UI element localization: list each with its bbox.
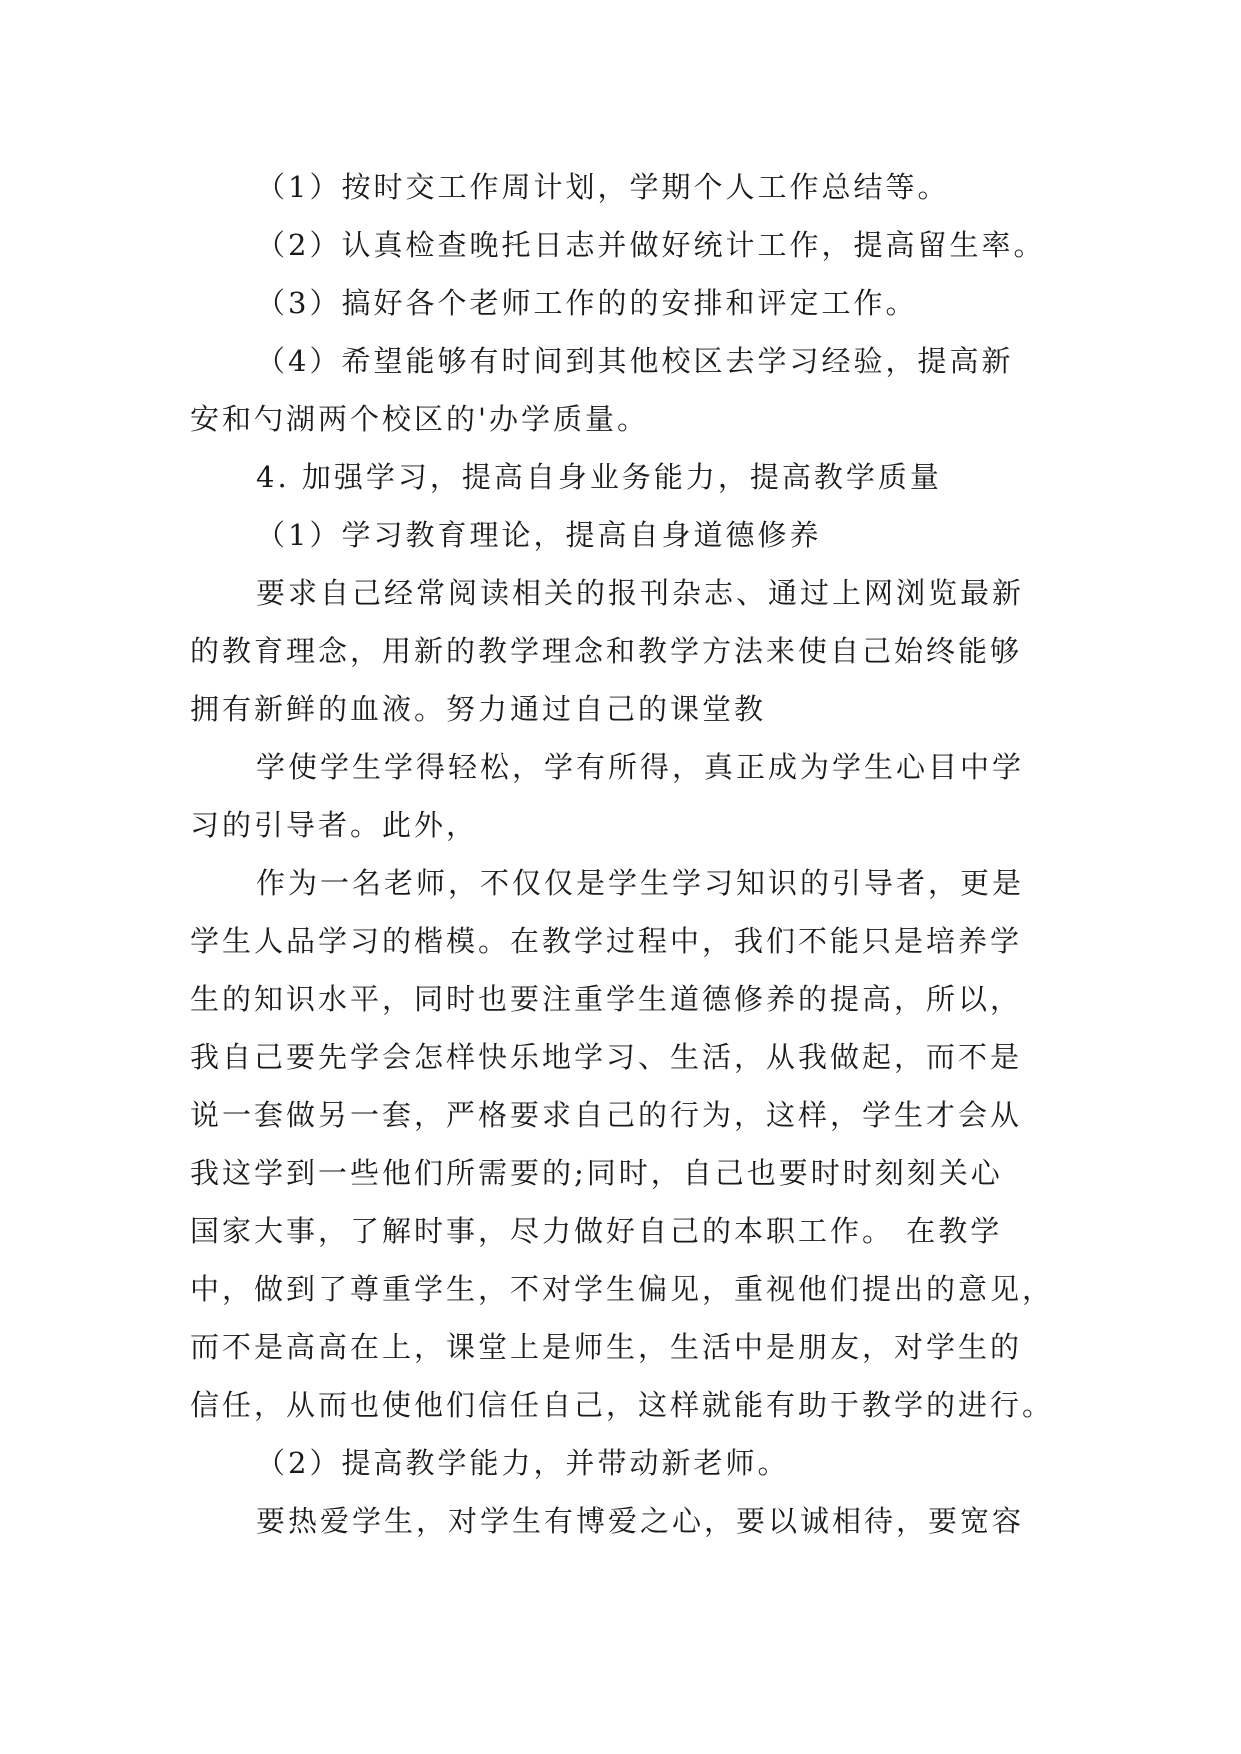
text-line: （2）提高教学能力，并带动新老师。 bbox=[256, 1446, 790, 1480]
text-line: 国家大事，了解时事，尽力做好自己的本职工作。 在教学 bbox=[190, 1214, 1003, 1248]
text-line: 安和勺湖两个校区的'办学质量。 bbox=[190, 402, 649, 436]
text-line: 我自己要先学会怎样快乐地学习、生活，从我做起，而不是 bbox=[190, 1040, 1023, 1074]
text-line: 拥有新鲜的血液。努力通过自己的课堂教 bbox=[190, 692, 767, 726]
text-line: 学使学生学得轻松，学有所得，真正成为学生心目中学 bbox=[256, 750, 1025, 784]
text-line: 中，做到了尊重学生，不对学生偏见，重视他们提出的意见， bbox=[190, 1272, 1055, 1306]
text-line: （4）希望能够有时间到其他校区去学习经验，提高新 bbox=[256, 344, 1014, 378]
text-line: 我这学到一些他们所需要的;同时，自己也要时时刻刻关心 bbox=[190, 1156, 1003, 1190]
text-line: 说一套做另一套，严格要求自己的行为，这样，学生才会从 bbox=[190, 1098, 1023, 1132]
text-line: （2）认真检查晚托日志并做好统计工作，提高留生率。 bbox=[256, 228, 1046, 262]
text-line: 学生人品学习的楷模。在教学过程中，我们不能只是培养学 bbox=[190, 924, 1023, 958]
text-line: 要热爱学生，对学生有博爱之心，要以诚相待，要宽容 bbox=[256, 1504, 1025, 1538]
text-line: 习的引导者。此外， bbox=[190, 808, 479, 842]
text-line: 而不是高高在上，课堂上是师生，生活中是朋友，对学生的 bbox=[190, 1330, 1023, 1364]
text-line: （3）搞好各个老师工作的的安排和评定工作。 bbox=[256, 286, 918, 320]
text-line: 作为一名老师，不仅仅是学生学习知识的引导者，更是 bbox=[256, 866, 1025, 900]
text-line: 要求自己经常阅读相关的报刊杂志、通过上网浏览最新 bbox=[256, 576, 1025, 610]
document-page bbox=[190, 158, 1060, 1550]
text-line: 的教育理念，用新的教学理念和教学方法来使自己始终能够 bbox=[190, 634, 1023, 668]
text-line: （1）按时交工作周计划，学期个人工作总结等。 bbox=[256, 170, 950, 204]
text-line: 信任，从而也使他们信任自己，这样就能有助于教学的进行。 bbox=[190, 1388, 1055, 1422]
text-line: 生的知识水平，同时也要注重学生道德修养的提高，所以， bbox=[190, 982, 1023, 1016]
text-line: （1）学习教育理论，提高自身道德修养 bbox=[256, 518, 822, 552]
text-line: 4. 加强学习，提高自身业务能力，提高教学质量 bbox=[256, 460, 942, 494]
